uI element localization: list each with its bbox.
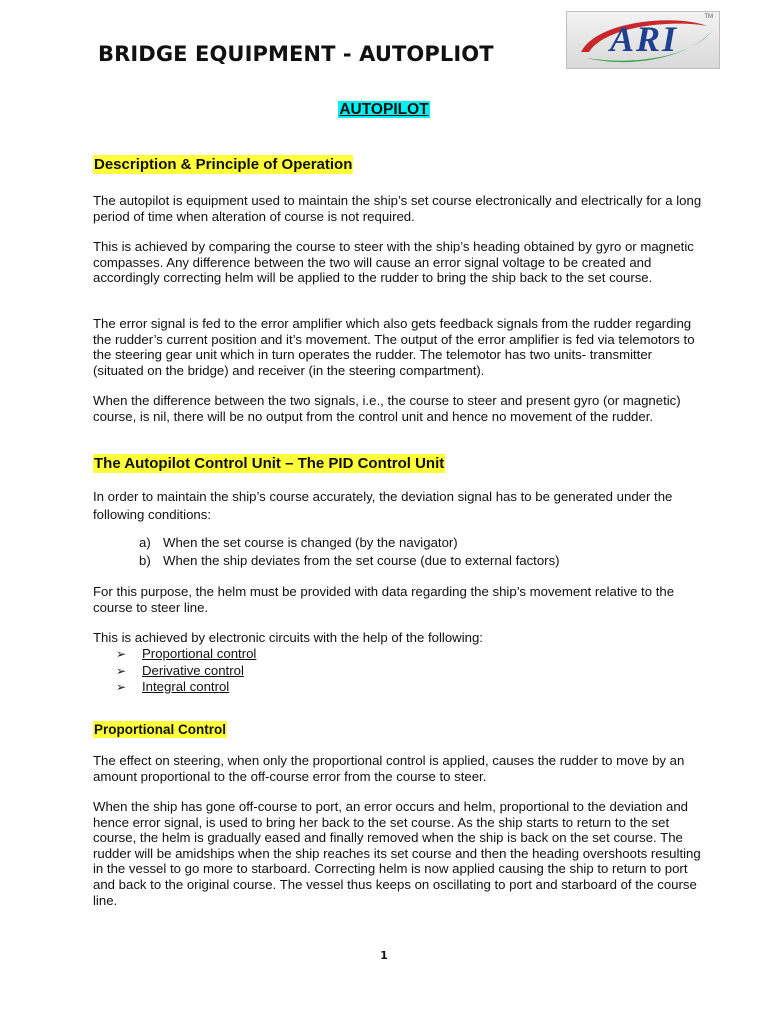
page-title: BRIDGE EQUIPMENT - AUTOPLIOT — [98, 42, 494, 66]
controls-list — [116, 646, 256, 696]
arrow-bullet-icon: ➢ — [116, 680, 127, 695]
list-item: ➢ Integral control — [116, 679, 230, 695]
paragraph-description-4: When the difference between the two signals, i.e., the course to steer and present gyro (or magnetic) course, is nil, there will be no output from the control unit and hence no movement of the rudder. — [93, 393, 681, 424]
page-number: 1 — [380, 949, 388, 962]
paragraph-control-purpose: For this purpose, the helm must be provided with data regarding the ship’s movement relative to the course to steer line. — [93, 584, 675, 615]
conditions-list — [139, 534, 699, 570]
list-item: ➢ Proportional control — [116, 646, 257, 661]
arrow-bullet-icon: ➢ — [116, 663, 127, 678]
arrow-bullet-icon: ➢ — [116, 647, 127, 661]
paragraph-control-achieved: This is achieved by electronic circuits with the help of the following: — [93, 630, 483, 645]
paragraph-proportional-2: When the ship has gone off-course to port, an error occurs and helm, proportional to the deviation and hence error signal, is used to bring her back to the set course. As the ship starts to return to the set course, the helm is gradually eased and finally removed when the ship is back on the set course. The rudder will be amidships when the ship reaches its set course and then the heading overshoots resulting in the vessel to go more to starboard. Correcting helm is now applied causing the ship to return to port and back to the original course. The vessel thus keeps on oscillating to port and starboard of the course line. — [93, 799, 701, 908]
paragraph-description-3: The error signal is fed to the error amplifier which also gets feedback signals from the rudder regarding the rudder’s current position and it’s movement. The output of the error amplifier is fed via telemotors to the steering gear unit which in turn operates the rudder. The telemotor has two units- transmitter (situated on the bridge) and receiver (in the steering compartment). — [93, 316, 695, 378]
logo-text: ARI — [609, 19, 679, 59]
logo-trademark: TM — [704, 14, 713, 20]
ari-logo — [566, 11, 720, 69]
section-heading-control-unit: The Autopilot Control Unit – The PID Control Unit — [94, 455, 445, 472]
section-heading-description: Description & Principle of Operation — [94, 156, 353, 173]
list-item: b) When the ship deviates from the set course (due to external factors) — [139, 553, 560, 568]
list-item: ➢ Derivative control — [116, 662, 244, 678]
main-heading-text: AUTOPILOT — [339, 101, 429, 118]
paragraph-control-intro: In order to maintain the ship’s course accurately, the deviation signal has to be generated under the following conditions: — [93, 489, 673, 522]
section-heading-proportional: Proportional Control — [94, 722, 226, 737]
paragraph-description-2: This is achieved by comparing the course to steer with the ship’s heading obtained by gyro or magnetic compasses. Any difference between the two will cause an error signal voltage to be created and accordingly correcting helm will be applied to the rudder to bring the ship back to the set course. — [93, 239, 694, 286]
paragraph-description-1: The autopilot is equipment used to maintain the ship’s set course electronically and electrically for a long period of time when alteration of course is not required. — [93, 193, 702, 224]
list-item: a) When the set course is changed (by the navigator) — [139, 535, 458, 550]
paragraph-proportional-1: The effect on steering, when only the proportional control is applied, causes the rudder to move by an amount proportional to the off-course error from the course to steer. — [93, 753, 685, 784]
main-heading — [0, 101, 768, 119]
